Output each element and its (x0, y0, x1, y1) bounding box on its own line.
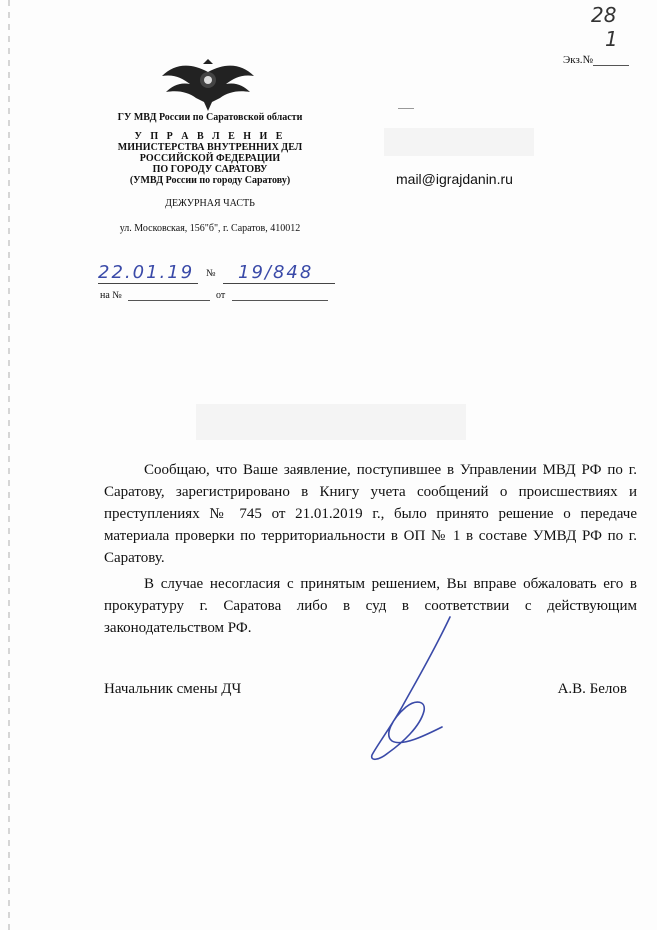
reference-number-label: на № (100, 290, 122, 301)
reference-row (100, 290, 330, 304)
scan-mark (398, 108, 414, 109)
letter-body (104, 459, 637, 639)
number-underline (223, 283, 335, 284)
department-abbreviation: (УМВД России по городу Саратову) (129, 175, 291, 186)
office-address: ул. Московская, 156"б", г. Саратов, 410012 (119, 223, 301, 234)
double-headed-eagle-emblem-icon (160, 58, 256, 112)
scan-artifact (8, 0, 10, 930)
copy-number-label: Экз.№ (563, 54, 594, 66)
signer-title: Начальник смены ДЧ (104, 681, 242, 697)
registration-number: 19/848 (238, 262, 314, 283)
redacted-addressee (196, 404, 466, 440)
date-underline (98, 283, 198, 284)
registration-row (98, 262, 338, 286)
svg-text:1: 1 (605, 27, 618, 50)
body-paragraph-2: В случае несогласия с принятым решением, Вы вправе обжаловать его в прокуратуру г. Саратова либо в суд в соответствии с действующим законодательством РФ. (104, 576, 637, 636)
reference-date-line (232, 300, 328, 301)
reference-date-label: от (216, 290, 226, 301)
federation-name: РОССИЙСКОЙ ФЕДЕРАЦИИ (139, 153, 281, 164)
letterhead (100, 112, 320, 234)
recipient-email: mail@igrajdanin.ru (396, 171, 513, 187)
registration-date: 22.01.19 (98, 262, 195, 283)
handwritten-signature (362, 615, 472, 765)
region-name: ГУ МВД России по Саратовской области (117, 112, 303, 123)
department-title: У П Р А В Л Е Н И Е (134, 131, 286, 142)
reference-number-line (128, 300, 210, 301)
number-label: № (206, 268, 216, 279)
handwritten-page-number (583, 2, 633, 50)
signer-name: А.В. Белов (557, 681, 627, 697)
copy-number-line (593, 65, 629, 66)
city-name: ПО ГОРОДУ САРАТОВУ (152, 164, 268, 175)
redacted-recipient (384, 128, 534, 156)
duty-unit: ДЕЖУРНАЯ ЧАСТЬ (165, 198, 255, 209)
ministry-name: МИНИСТЕРСТВА ВНУТРЕННИХ ДЕЛ (117, 142, 303, 153)
body-paragraph-1: Сообщаю, что Ваше заявление, поступившее в Управлении МВД РФ по г. Саратову, зарегистрировано в Книгу учета сообщений о происшествиях и преступлениях № 745 от 21.01.2019 г., было принято решение о передаче материала проверки по территориальности в ОП № 1 в составе УМВД РФ по г. Саратову. (104, 462, 637, 566)
svg-text:28: 28 (591, 3, 617, 27)
